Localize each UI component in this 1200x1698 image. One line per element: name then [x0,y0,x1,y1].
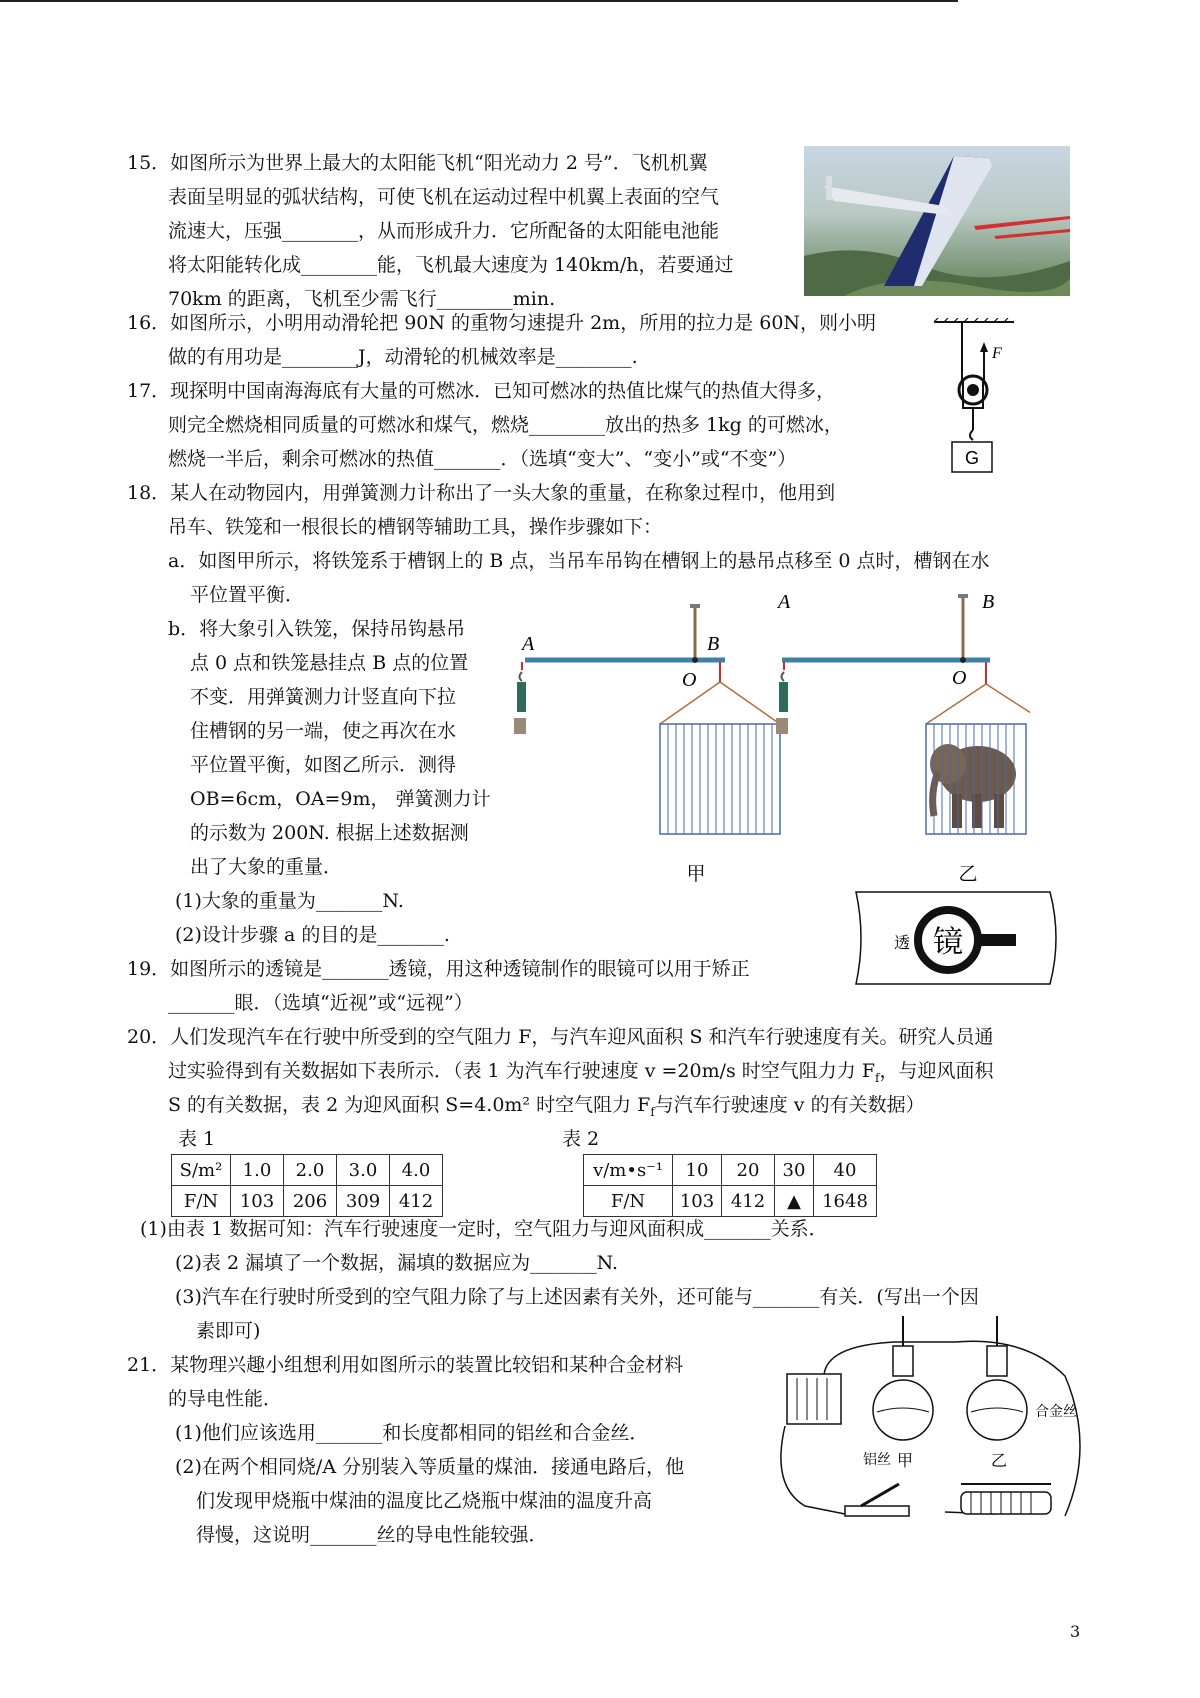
q21-sub-1: (1)他们应该选用_______和长度都相同的铝丝和合金丝． [175,1422,649,1444]
circuit-yi-label: 乙 [991,1451,1008,1470]
q21-line-1: 21．某物理兴趣小组想利用如图所示的装置比较铝和某种合金材料 [127,1354,684,1376]
q19-line-1: 19．如图所示的透镜是_______透镜，用这种透镜制作的眼镜可以用于矫正 [127,958,750,980]
q18-step-b-6: OB=6cm，OA=9m， 弹簧测力计 [190,788,491,810]
q18-step-a-1: a．如图甲所示，将铁笼系于槽钢上的 B 点，当吊车吊钩在槽钢上的悬吊点移至 0 点时，槽钢在水 [168,550,990,572]
conductivity-circuit-figure [765,1316,1100,1526]
figure-yi [776,594,1030,885]
q20-line-2: 过实验得到有关数据如下表所示．（表 1 为汽车行驶速度 v =20m/s 时空气阻力力 $F_f$，与迎风面积 [168,1060,994,1085]
q18-step-b-4: 住槽钢的另一端，使之再次在水 [190,720,457,742]
q18-step-b-3: 不变．用弹簧测力计竖直向下拉 [190,686,457,708]
lens-big-text: 镜 [933,925,963,960]
rheostat-icon [961,1484,1051,1514]
switch-icon [845,1484,909,1516]
q18-sub-1: (1)大象的重量为_______N. [175,890,404,912]
q20-sub-2: (2)表 2 漏填了一个数据，漏填的数据应为_______N. [175,1252,619,1274]
table1-row-force: F/N 103 206 309 412 [172,1186,443,1217]
flask-yi-icon [967,1316,1027,1440]
jia-caption: 甲 [686,863,706,885]
jia-label-A: A [522,633,535,655]
q16-line-1: 16．如图所示，小明用动滑轮把 90N 的重物匀速提升 2m，所用的拉力是 60N，则小明 [127,312,877,334]
table1-row-area: S/m² 1.0 2.0 3.0 4.0 [172,1155,443,1186]
q18-step-b-7: 的示数为 200N. 根据上述数据测 [190,822,469,844]
q15-line-4: 将太阳能转化成________能，飞机最大速度为 140km/h，若要通过 [168,254,734,276]
q20-sub-3: (3)汽车在行驶时所受到的空气阻力除了与上述因素有关外，还可能与_______有关．(写出一个因 [175,1286,979,1308]
q18-sub-2: (2)设计步骤 a 的目的是_______. [175,924,450,946]
q21-sub-4: 得慢，这说明_______丝的导电性能较强． [196,1524,548,1546]
q18-line-1: 18．某人在动物园内，用弹簧测力计称出了一头大象的重量，在称象过程巾，他用到 [127,482,836,504]
q15-line-1: 15．如图所示为世界上最大的太阳能飞机“阳光动力 2 号”．飞机机翼 [127,152,708,174]
solar-plane-photo [804,146,1070,296]
q20-sub-1: (1)由表 1 数据可知：汽车行驶速度一定时，空气阻力与迎风面积成_______关系． [140,1218,828,1240]
q17-line-2: 则完全燃烧相同质量的可燃冰和煤气，燃烧________放出的热多 1kg 的可燃冰， [168,414,843,436]
q17-line-1: 17．现探明中国南海海底有大量的可燃冰．已知可燃冰的热值比煤气的热值大得多， [127,380,836,402]
pulley-weight-label: G [964,448,980,468]
pulley-figure [930,318,1040,488]
alloy-wire-label: 合金丝 [1035,1404,1077,1420]
q20-line-3: S 的有关数据，表 2 为迎风面积 S=4.0m² 时空气阻力 $F_f$与汽车行驶速度 v 的有关数据） [168,1094,925,1119]
magnifier-lens-figure [850,888,1065,988]
q15-line-3: 流速大，压强________，从而形成升力．它所配备的太阳能电池能 [168,220,720,242]
q21-sub-3: 们发现甲烧瓶中煤油的温度比乙烧瓶中煤油的温度升高 [196,1490,653,1512]
q18-step-a-2: 平位置平衡． [190,584,305,606]
pulley-force-label: F [992,345,1002,362]
q18-step-b-2: 点 0 点和铁笼悬挂点 B 点的位置 [190,652,469,674]
q18-step-b-8: 出了大象的重量． [190,856,343,878]
circuit-jia-label: 甲 [897,1451,914,1470]
q15-line-2: 表面呈明显的弧状结构，可使飞机在运动过程中机翼上表面的空气 [168,186,720,208]
table2-row-force: F/N 103 412 ▲ 1648 [584,1186,877,1217]
yi-caption: 乙 [958,863,978,885]
page-number: 3 [1070,1622,1081,1641]
yi-label-O: O [952,667,967,689]
jia-label-B: B [707,633,720,655]
flask-jia-icon [873,1316,933,1440]
table2-title: 表 2 [562,1128,600,1150]
lens-small-text: 透 [894,933,911,952]
q18-step-b-5: 平位置平衡，如图乙所示．测得 [190,754,457,776]
jia-label-O: O [682,669,697,691]
q18-step-b-1: b．将大象引入铁笼，保持吊钩悬吊 [168,618,466,640]
q15-line-5: 70km 的距离，飞机至少需飞行________min. [168,288,556,310]
q21-line-2: 的导电性能． [168,1388,283,1410]
yi-label-A: A [778,594,791,613]
q20-sub-4: 素即可) [196,1320,261,1342]
table-2 [583,1154,877,1217]
header-rule [0,0,958,2]
q20-line-1: 20．人们发现汽车在行驶中所受到的空气阻力 F，与汽车迎风面积 S 和汽车行驶速度有关。研究人员通 [127,1026,994,1048]
q16-line-2: 做的有用功是________J，动滑轮的机械效率是________. [168,346,638,368]
table2-row-speed: v/m•s⁻¹ 10 20 30 40 [584,1155,877,1186]
q17-line-3: 燃烧一半后，剩余可燃冰的热值_______．（选填“变大”、“变小”或“不变”） [168,448,797,470]
battery-icon [787,1374,841,1424]
table1-title: 表 1 [178,1128,216,1150]
table-1 [171,1154,443,1217]
q19-line-2: _______眼．（选填“近视”或“远视”） [168,992,473,1014]
q18-line-2: 吊车、铁笼和一根很长的槽钢等辅助工具，操作步骤如下： [168,516,663,538]
figure-jia [514,604,780,885]
q21-sub-2: (2)在两个相同烧/A 分别装入等质量的煤油．接通电路后，他 [175,1456,685,1478]
yi-label-B: B [982,594,995,613]
al-wire-label: 铝丝 [863,1452,891,1468]
elephant-weighing-figure [510,594,1030,894]
